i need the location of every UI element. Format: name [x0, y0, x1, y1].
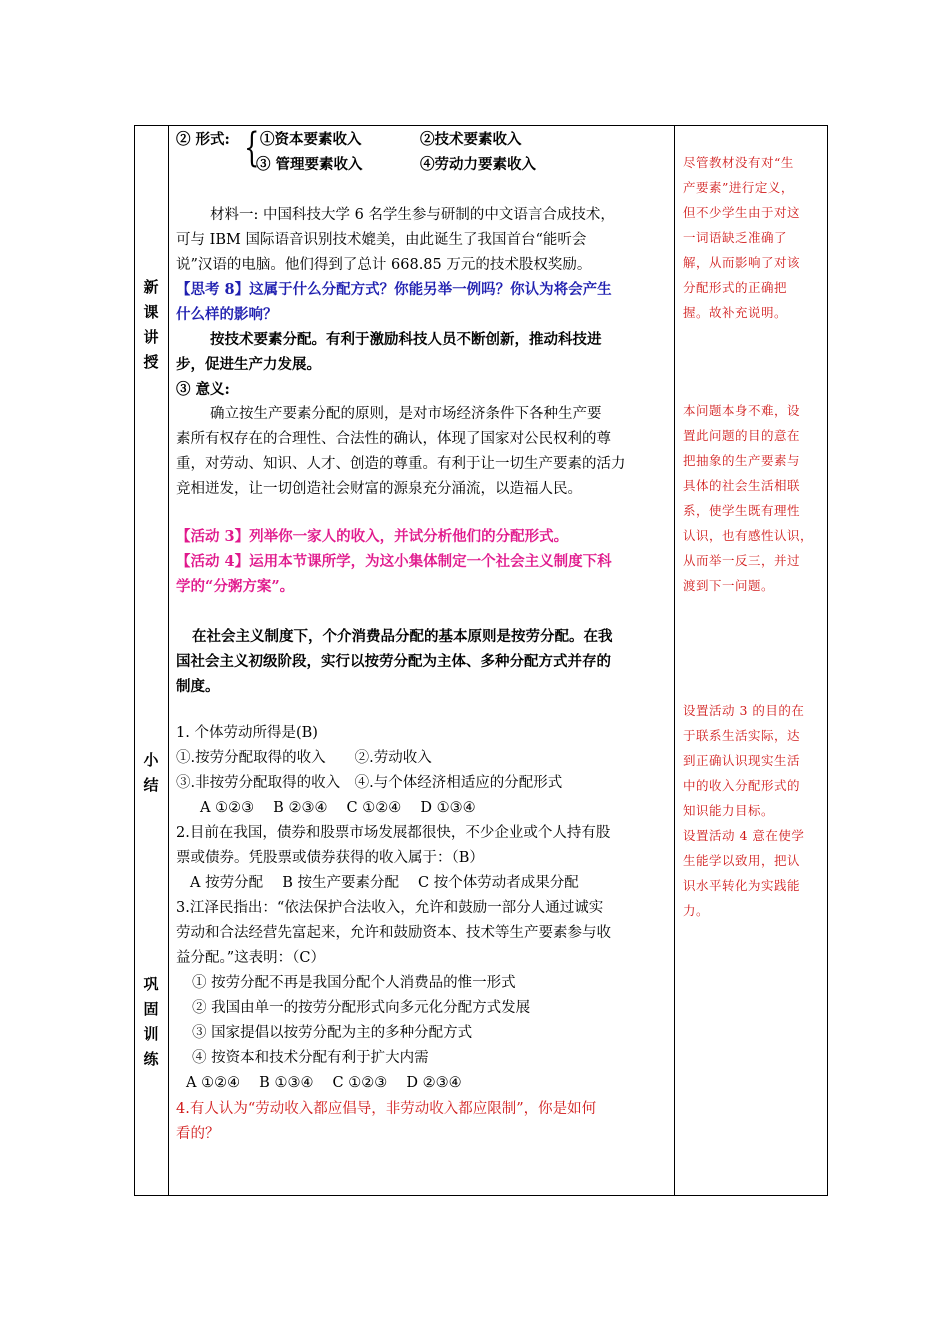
note-line: 知识能力目标。 — [683, 803, 775, 818]
question-option: ③ 国家提倡以按劳分配为主的多种分配方式 — [192, 1025, 473, 1041]
note-line: 于联系生活实际，达 — [683, 728, 801, 743]
side-char: 巩 — [143, 975, 159, 993]
think-question: 什么样的影响？ — [176, 306, 278, 323]
think-question: 【思考 8】这属于什么分配方式？你能另举一例吗？你认为将会产生 — [176, 281, 612, 298]
note-line: 置此问题的目的意在 — [683, 428, 801, 443]
note-line: 系，使学生既有理性 — [683, 503, 801, 518]
side-char: 固 — [143, 1000, 159, 1018]
question-3: 劳动和合法经营先富起来，允许和鼓励资本、技术等生产要素参与收 — [176, 925, 611, 941]
note-line: 把抽象的生产要素与 — [683, 453, 801, 468]
activity-3: 【活动 3】列举你一家人的收入，并试分析他们的分配形式。 — [176, 528, 569, 545]
material-text: 材料一: 中国科技大学 6 名学生参与研制的中文语言合成技术， — [210, 207, 615, 223]
activity-4: 学的“分粥方案”。 — [176, 578, 295, 595]
side-char: 小 — [143, 751, 159, 769]
note-line: 设置活动 4 意在使学 — [683, 828, 805, 843]
question-4: 看的？ — [176, 1126, 220, 1142]
teaching-note-2 — [683, 398, 821, 598]
note-line: 渡到下一问题。 — [683, 578, 775, 593]
summary-text: 国社会主义初级阶段，实行以按劳分配为主体、多种分配方式并存的 — [176, 653, 611, 670]
question-2: 2.目前在我国，债券和股票市场发展都很快，不少企业或个人持有股 — [176, 825, 611, 841]
side-char: 练 — [143, 1050, 159, 1068]
think-answer: 步，促进生产力发展。 — [176, 356, 321, 373]
note-line: 中的收入分配形式的 — [683, 778, 801, 793]
side-char: 课 — [143, 303, 159, 321]
note-line: 认识，也有感性认识， — [683, 528, 814, 543]
side-char: 授 — [143, 353, 159, 371]
side-label-teach — [137, 275, 165, 375]
form-label: ② 形式: — [176, 131, 230, 148]
form-item: ③ 管理要素收入 — [256, 156, 363, 173]
brace-icon: { — [244, 125, 260, 171]
side-char: 结 — [143, 776, 159, 794]
question-option: ① 按劳分配不再是我国分配个人消费品的惟一形式 — [192, 975, 516, 991]
note-line: 具体的社会生活相联 — [683, 478, 801, 493]
form-item: ④劳动力要素收入 — [420, 156, 536, 173]
side-label-summary — [137, 748, 165, 798]
note-line: 尽管教材没有对“生 — [683, 155, 794, 170]
note-line: 力。 — [683, 903, 710, 918]
meaning-label: ③ 意义: — [176, 381, 230, 398]
question-2: 票或债券。凭股票或债券获得的收入属于：（B） — [176, 850, 484, 866]
column-divider-left — [168, 126, 169, 1195]
side-label-practice — [137, 972, 165, 1072]
note-line: 到正确认识现实生活 — [683, 753, 801, 768]
question-option: ④ 按资本和技术分配有利于扩大内需 — [192, 1050, 429, 1066]
meaning-text: 确立按生产要素分配的原则，是对市场经济条件下各种生产要 — [210, 406, 602, 422]
side-char: 讲 — [143, 328, 159, 346]
question-choices: A ①②④ B ①③④ C ①②③ D ②③④ — [186, 1075, 462, 1091]
note-line: 生能学以致用，把认 — [683, 853, 801, 868]
note-line: 从而举一反三，并过 — [683, 553, 801, 568]
question-3: 益分配。”这表明：（C） — [176, 950, 326, 966]
note-line: 握。故补充说明。 — [683, 305, 788, 320]
teaching-note-1 — [683, 150, 821, 325]
note-line: 设置活动 3 的目的在 — [683, 703, 805, 718]
teaching-note-3 — [683, 698, 821, 923]
note-line: 产要素”进行定义， — [683, 180, 794, 195]
form-item: ①资本要素收入 — [260, 131, 362, 148]
question-choices: A 按劳分配 B 按生产要素分配 C 按个体劳动者成果分配 — [190, 875, 579, 891]
question-option: ② 我国由单一的按劳分配形式向多元化分配方式发展 — [192, 1000, 531, 1016]
material-text: 说”汉语的电脑。他们得到了总计 668.85 万元的技术股权奖励。 — [176, 257, 592, 273]
note-line: 一词语缺乏准确了 — [683, 230, 788, 245]
meaning-text: 素所有权存在的合理性、合法性的确认，体现了国家对公民权利的尊 — [176, 431, 611, 447]
question-option: ③.非按劳分配取得的收入 ④.与个体经济相适应的分配形式 — [176, 775, 563, 791]
side-char: 训 — [143, 1025, 159, 1043]
note-line: 本问题本身不难，设 — [683, 403, 801, 418]
question-option: ①.按劳分配取得的收入 ②.劳动收入 — [176, 750, 432, 766]
material-text: 可与 IBM 国际语音识别技术媲美，由此诞生了我国首台“能听会 — [176, 232, 587, 248]
question-3: 3.江泽民指出：“依法保护合法收入，允许和鼓励一部分人通过诚实 — [176, 900, 604, 916]
summary-text: 制度。 — [176, 678, 220, 695]
note-line: 但不少学生由于对这 — [683, 205, 801, 220]
meaning-text: 竞相迸发，让一切创造社会财富的源泉充分涌流，以造福人民。 — [176, 481, 582, 497]
note-line: 识水平转化为实践能 — [683, 878, 801, 893]
question-choices: A ①②③ B ②③④ C ①②④ D ①③④ — [200, 800, 476, 816]
note-line: 解，从而影响了对该 — [683, 255, 801, 270]
think-answer: 按技术要素分配。有利于激励科技人员不断创新，推动科技进 — [210, 331, 602, 348]
question-1: 1. 个体劳动所得是(B) — [176, 725, 318, 741]
activity-4: 【活动 4】运用本节课所学，为这小集体制定一个社会主义制度下科 — [176, 553, 612, 570]
form-item: ②技术要素收入 — [420, 131, 522, 148]
summary-text: 在社会主义制度下，个介消费品分配的基本原则是按劳分配。在我 — [192, 628, 613, 645]
note-line: 分配形式的正确把 — [683, 280, 788, 295]
side-char: 新 — [143, 278, 159, 296]
question-4: 4.有人认为“劳动收入都应倡导，非劳动收入都应限制”，你是如何 — [176, 1101, 597, 1117]
meaning-text: 重，对劳动、知识、人才、创造的尊重。有利于让一切生产要素的活力 — [176, 456, 626, 472]
